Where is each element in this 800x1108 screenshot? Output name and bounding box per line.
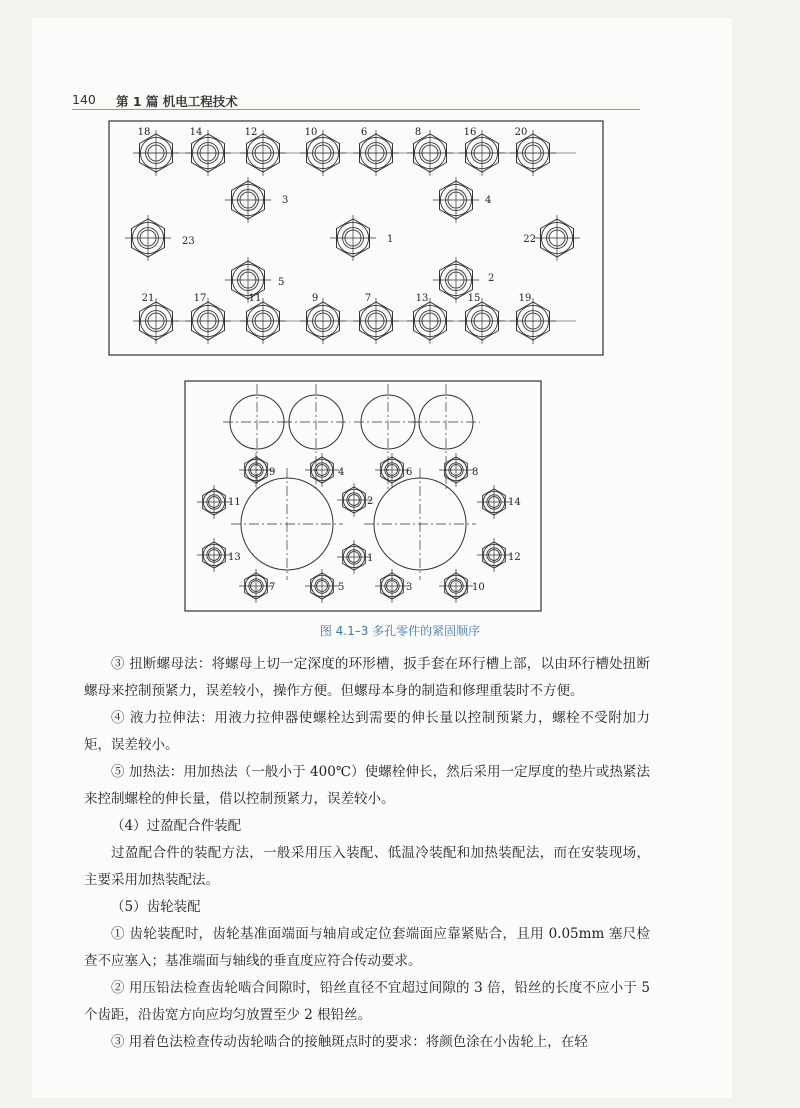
bolt-number-label: 6 [406,467,413,478]
nut-1 [330,215,393,261]
nut-18 [133,127,179,176]
bolt-plate-diagram-bottom [184,380,542,612]
nut-10 [439,569,485,603]
nut-22 [523,215,580,261]
bolt-number-label: 21 [141,293,155,304]
nut-3 [375,569,412,603]
paragraph: ⑤ 加热法：用加热法（一般小于 400℃）使螺栓伸长，然后采用一定厚度的垫片或热紧法来控制螺栓的伸长量，借以控制预紧力，误差较小。 [84,764,650,807]
bolt-number-label: 14 [189,127,203,138]
body-text [84,651,650,1056]
paragraph: 过盈配合件的装配方法，一般采用压入装配、低温冷装配和加热装配法，而在安装现场，主要采用加热装配法。 [84,845,650,888]
nut-13 [407,293,453,344]
bolt-number-label: 12 [244,127,258,138]
bolt-number-label: 15 [467,293,481,304]
nut-9 [300,293,346,344]
bolt-number-label: 5 [338,582,345,593]
nut-19 [510,293,556,344]
page-number: 140 [72,92,96,107]
bolt-number-label: 10 [304,127,318,138]
bolt-number-label: 16 [463,127,477,138]
nut-3 [225,177,288,223]
nut-7 [239,569,275,603]
nut-12 [240,127,286,176]
nut-13 [197,538,241,572]
nut-5 [305,569,344,603]
nut-7 [353,293,399,344]
nut-1 [337,540,373,574]
nut-12 [477,538,521,572]
bolt-number-label: 7 [269,582,276,593]
bolt-number-label: 3 [406,582,413,593]
nut-16 [459,127,505,176]
figure-caption: 图 4.1–3 多孔零件的紧固顺序 [319,624,481,638]
paragraph: ③ 用着色法检查传动齿轮啮合的接触斑点时的要求：将颜色涂在小齿轮上，在轻 [111,1034,588,1050]
nut-20 [510,127,556,176]
bolt-number-label: 10 [472,582,485,593]
nut-2 [337,483,373,517]
bolt-number-label: 4 [485,195,492,206]
nut-14 [477,485,521,519]
bolt-number-label: 2 [367,496,374,507]
nut-15 [459,293,505,344]
bolt-number-label: 1 [367,553,374,564]
nut-17 [185,293,231,344]
bolt-number-label: 23 [182,236,195,247]
bolt-number-label: 8 [414,127,422,138]
bolt-number-label: 3 [282,195,289,206]
nut-8 [439,453,478,487]
nut-14 [185,127,231,176]
bolt-number-label: 7 [364,293,372,304]
nut-2 [433,257,494,303]
subheading: （4）过盈配合件装配 [111,818,242,834]
nut-8 [407,127,453,176]
running-header [72,90,640,110]
bolt-number-label: 6 [360,127,368,138]
bolt-number-label: 18 [137,127,151,138]
bolt-number-label: 17 [193,293,207,304]
bolt-number-label: 2 [488,273,495,284]
bolt-number-label: 9 [311,293,319,304]
paragraph: ① 齿轮装配时，齿轮基准面端面与轴肩或定位套端面应靠紧贴合，且用 0.05mm 塞尺检查不应塞入；基准端面与轴线的垂直度应符合传动要求。 [84,926,650,969]
bolt-number-label: 8 [472,467,479,478]
bolt-number-label: 4 [338,467,345,478]
bolt-number-label: 13 [228,552,241,563]
header-rule [72,109,640,110]
nut-23 [125,215,195,261]
bolt-number-label: 1 [387,234,394,245]
nut-4 [305,453,344,487]
bolt-number-label: 14 [508,497,521,508]
bolt-number-label: 9 [269,467,276,478]
bolt-number-label: 11 [228,497,241,508]
bolt-number-label: 11 [248,293,262,304]
nut-6 [353,127,399,176]
bolt-plate-diagram-top [108,120,604,356]
nut-4 [433,177,491,223]
section-title: 第 1 篇 机电工程技术 [116,94,238,109]
paragraph: ② 用压铅法检查齿轮啮合间隙时，铅丝直径不宜超过间隙的 3 倍，铅丝的长度不应小于 5 个齿距，沿齿宽方向应均匀放置至少 2 根铅丝。 [84,980,650,1023]
bolt-number-label: 12 [508,552,521,563]
bolt-number-label: 20 [514,127,528,138]
nut-10 [300,127,346,176]
bolt-number-label: 22 [523,234,536,245]
nut-9 [239,453,275,487]
bolt-number-label: 19 [518,293,532,304]
subheading: （5）齿轮装配 [111,899,201,915]
paragraph: ④ 液力拉伸法：用液力拉伸器使螺栓达到需要的伸长量以控制预紧力，螺栓不受附加力矩，误差较小。 [84,710,650,753]
paragraph: ③ 扭断螺母法：将螺母上切一定深度的环形槽，扳手套在环行槽上部，以由环行槽处扭断螺母来控制预紧力，误差较小，操作方便。但螺母本身的制造和修理重装时不方便。 [84,656,650,699]
bolt-number-label: 5 [278,277,285,288]
bolt-number-label: 13 [415,293,429,304]
nut-11 [240,293,286,344]
nut-21 [133,293,179,344]
nut-11 [197,485,241,519]
nut-6 [375,453,412,487]
